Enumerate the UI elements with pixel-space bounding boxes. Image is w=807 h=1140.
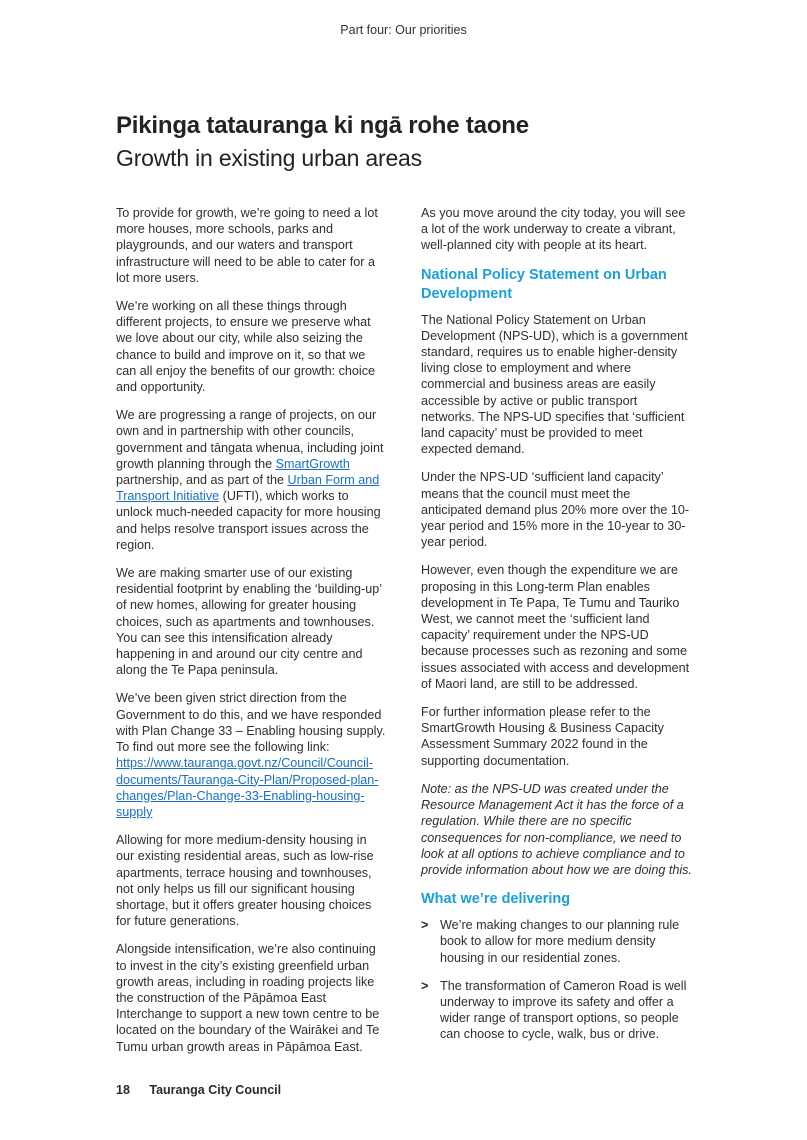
running-header: Part four: Our priorities: [340, 23, 467, 37]
paragraph: To provide for growth, we’re going to need a lot more houses, more schools, parks and playgrounds, and our waters and transport infrastructure will need to be able to cater for a lot more users.: [116, 206, 378, 285]
paragraph: We are making smarter use of our existing residential footprint by enabling the ‘building-up’ of new homes, allowing for greater housing choices, such as apartments and townhouses. You can see this intensification already happening in and around our city centre and along the Te Papa peninsula.: [116, 566, 382, 678]
list-item-text: We’re making changes to our planning rule book to allow for more medium density housing in our residential zones.: [440, 918, 680, 965]
delivering-list: [421, 917, 693, 1042]
paragraph: Allowing for more medium-density housing in our existing residential areas, such as low-rise apartments, terrace housing and townhouses, not only helps us fill our significant housing shortage, but it offers greater housing choices for future generations.: [116, 833, 374, 929]
list-item: [421, 917, 693, 966]
left-column: [116, 205, 388, 1067]
ufti-link[interactable]: Urban Form and Transport Initiative: [116, 473, 380, 504]
paragraph-text: We are progressing a range of projects, on our own and in partnership with other councils, government and tāngata whenua, including joint growth planning through the: [116, 408, 384, 471]
paragraph: Alongside intensification, we’re also continuing to invest in the city’s existing greenfield urban growth areas, including in roading projects like the construction of the Pāpāmoa East Interchange to support a new town centre to be located on the boundary of the Wairākei and Te Tumu urban growth areas in Pāpāmoa East.: [116, 942, 380, 1054]
chevron-right-icon: >: [421, 918, 429, 933]
list-item-text: The transformation of Cameron Road is well underway to improve its safety and offer a wider range of transport options, so people can choose to cycle, walk, bus or drive.: [440, 978, 687, 1042]
paragraph: Under the NPS-UD ‘sufficient land capacity’ means that the council must meet the anticipated demand plus 20% more over the 10-year period and 15% more in the 10-year to 30-year period.: [421, 470, 690, 550]
nps-ud-heading: National Policy Statement on Urban Development: [421, 266, 667, 302]
chevron-right-icon: >: [421, 978, 429, 993]
page-title-english: Growth in existing urban areas: [116, 145, 422, 171]
paragraph: However, even though the expenditure we are proposing in this Long-term Plan enables development in Te Papa, Te Tumu and Tauriko West, we cannot meet the ‘sufficient land capacity’ requirement under the NPS-UD because processes such as rezoning and some issues associated with access and development of Maori land, are still to be addressed.: [421, 563, 690, 691]
list-item: [421, 978, 693, 1043]
page-number: 18: [116, 1083, 130, 1097]
delivering-heading: What we’re delivering: [421, 891, 571, 908]
smartgrowth-link[interactable]: SmartGrowth: [275, 456, 350, 471]
page-footer: [116, 1083, 281, 1097]
page-title-maori: Pikinga tatauranga ki ngā rohe taone: [116, 112, 529, 139]
paragraph-text: We’ve been given strict direction from the Government to do this, and we have responded with Plan Change 33 – Enabling housing supply. To find out more see the following link:: [116, 691, 386, 755]
paragraph: The National Policy Statement on Urban Development (NPS-UD), which is a government standard, requires us to enable higher-density living close to employment and where commercial and business areas are easily accessible by active or public transport networks. The NPS-UD specifies that ‘sufficient land capacity’ must be provided to meet expected demand.: [421, 312, 688, 457]
right-column: [421, 205, 693, 1055]
paragraph: For further information please refer to the SmartGrowth Housing & Business Capacity Assessment Summary 2022 found in the supporting documentation.: [421, 705, 664, 768]
paragraph-text: partnership, and as part of the: [116, 473, 288, 488]
paragraph-text: (UFTI), which works to unlock much-needed capacity for more housing and helps resolve transport issues across the region.: [116, 489, 381, 552]
note-paragraph: Note: as the NPS-UD was created under the Resource Management Act it has the force of a regulation. While there are no specific consequences for non-compliance, we need to look at all options to achieve compliance and to provide information about how we are doing this.: [421, 781, 692, 877]
paragraph: We’re working on all these things through different projects, to ensure we preserve what we love about our city, while also seizing the chance to build and improve on it, so that we can all enjoy the benefits of our growth: choice and opportunity.: [116, 299, 376, 395]
organisation-name: Tauranga City Council: [149, 1083, 282, 1097]
paragraph: As you move around the city today, you will see a lot of the work underway to create a vibrant, well-planned city with people at its heart.: [421, 206, 686, 253]
plan-change-33-link[interactable]: https://www.tauranga.govt.nz/Council/Council-documents/Tauranga-City-Plan/Proposed-plan-changes/Plan-Change-33-Enabling-housing-supply: [116, 756, 379, 819]
paragraph: [116, 407, 388, 553]
paragraph: [116, 690, 388, 820]
